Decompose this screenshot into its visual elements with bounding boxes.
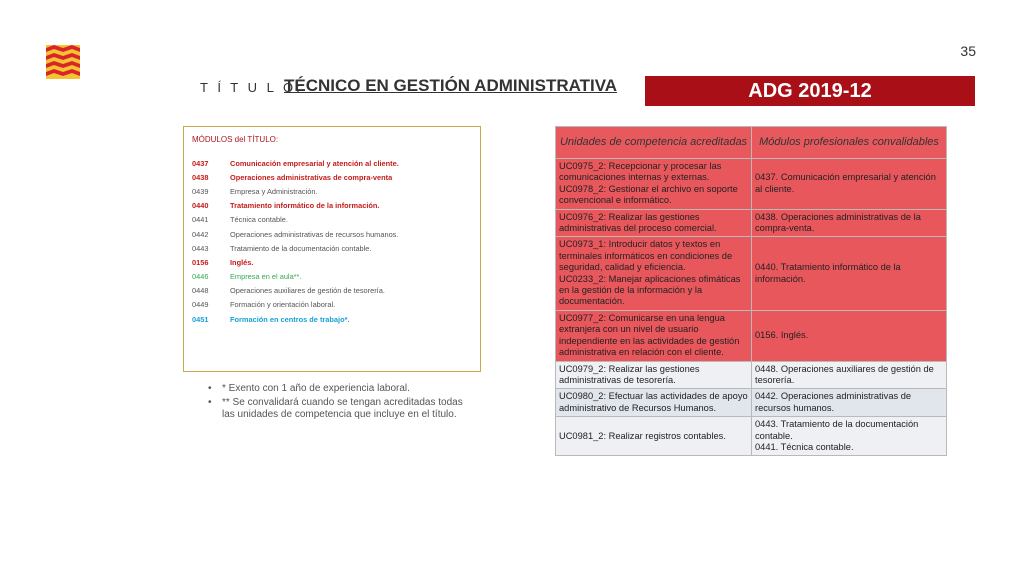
- notes-list: [208, 383, 468, 423]
- module-code: 0441: [192, 215, 209, 225]
- modules-box: [183, 126, 481, 372]
- module-item: [192, 270, 472, 284]
- table-row: [556, 389, 947, 417]
- module-code: 0156: [192, 257, 209, 267]
- title-label: T Í T U L O:: [200, 80, 303, 95]
- units-cell: UC0973_1: Introducir datos y textos en terminales informáticos en condiciones de seguridad, calidad y eficiencia. UC0233_2: Manejar aplicaciones ofimáticas en la gestión de la información y la documentación.: [556, 237, 752, 310]
- module-name: Empresa en el aula**.: [230, 272, 302, 282]
- module-item: [192, 227, 472, 241]
- module-code: 0439: [192, 186, 209, 196]
- module-item: [192, 199, 472, 213]
- header-modules: Módulos profesionales convalidables: [752, 127, 947, 159]
- module-name: Formación en centros de trabajo*.: [230, 314, 350, 324]
- module-name: Operaciones administrativas de compra-venta: [230, 172, 393, 182]
- module-item: [192, 241, 472, 255]
- module-item: [192, 156, 472, 170]
- note-item: • ** Se convalidará cuando se tengan acreditadas todas las unidades de competencia que incluye en el título.: [208, 397, 468, 422]
- table-row: [556, 310, 947, 361]
- note-text: * Exento con 1 año de experiencia laboral.: [222, 383, 410, 394]
- module-code: 0438: [192, 172, 209, 182]
- module-name: Operaciones administrativas de recursos humanos.: [230, 229, 399, 239]
- units-cell: UC0977_2: Comunicarse en una lengua extranjera con un nivel de usuario independiente en las actividades de gestión administrativa en relación con el cliente.: [556, 310, 752, 361]
- modules-cell: 0443. Tratamiento de la documentación contable. 0441. Técnica contable.: [752, 417, 947, 456]
- module-item: [192, 170, 472, 184]
- module-code: 0443: [192, 243, 209, 253]
- module-name: Técnica contable.: [230, 215, 288, 225]
- table-row: [556, 237, 947, 310]
- table-header-row: [556, 127, 947, 159]
- module-name: Operaciones auxiliares de gestión de tesorería.: [230, 286, 385, 296]
- module-name: Empresa y Administración.: [230, 186, 318, 196]
- table-row: [556, 361, 947, 389]
- module-name: Comunicación empresarial y atención al cliente.: [230, 158, 399, 168]
- module-item: [192, 284, 472, 298]
- module-item: [192, 312, 472, 326]
- modules-list: [192, 156, 472, 326]
- qualification-code: ADG 2019-12: [748, 79, 872, 102]
- module-code: 0449: [192, 300, 209, 310]
- module-item: [192, 213, 472, 227]
- modules-cell: 0440. Tratamiento informático de la información.: [752, 237, 947, 310]
- module-name: Formación y orientación laboral.: [230, 300, 336, 310]
- modules-cell: 0156. Inglés.: [752, 310, 947, 361]
- module-code: 0442: [192, 229, 209, 239]
- note-text: ** Se convalidará cuando se tengan acreditadas todas las unidades de competencia que incluye en el título.: [222, 396, 463, 420]
- header-units: Unidades de competencia acreditadas: [556, 127, 752, 159]
- module-name: Tratamiento informático de la información.: [230, 201, 380, 211]
- module-item: [192, 255, 472, 269]
- module-item: [192, 184, 472, 198]
- module-name: Inglés.: [230, 257, 254, 267]
- table-row: [556, 209, 947, 237]
- units-cell: UC0979_2: Realizar las gestiones administrativas de tesorería.: [556, 361, 752, 389]
- note-item: • * Exento con 1 año de experiencia laboral.: [208, 383, 410, 394]
- units-cell: UC0980_2: Efectuar las actividades de apoyo administrativo de Recursos Humanos.: [556, 389, 752, 417]
- modules-cell: 0448. Operaciones auxiliares de gestión de tesorería.: [752, 361, 947, 389]
- qualification-code-banner: [645, 76, 975, 106]
- modules-cell: 0438. Operaciones administrativas de la compra-venta.: [752, 209, 947, 237]
- module-code: 0448: [192, 286, 209, 296]
- module-code: 0437: [192, 158, 209, 168]
- modules-heading: MÓDULOS del TÍTULO:: [192, 135, 279, 144]
- units-cell: UC0975_2: Recepcionar y procesar las comunicaciones internas y externas. UC0978_2: Gestionar el archivo en soporte convencional e informático.: [556, 159, 752, 210]
- page-title: TÉCNICO EN GESTIÓN ADMINISTRATIVA: [284, 76, 618, 95]
- units-cell: UC0976_2: Realizar las gestiones administrativas del proceso comercial.: [556, 209, 752, 237]
- modules-cell: 0442. Operaciones administrativas de recursos humanos.: [752, 389, 947, 417]
- page-number: 35: [960, 43, 976, 59]
- module-code: 0446: [192, 272, 209, 282]
- module-code: 0440: [192, 201, 209, 211]
- table-row: [556, 417, 947, 456]
- module-code: 0451: [192, 314, 209, 324]
- modules-cell: 0437. Comunicación empresarial y atención al cliente.: [752, 159, 947, 210]
- units-cell: UC0981_2: Realizar registros contables.: [556, 417, 752, 456]
- competency-table: [555, 126, 947, 456]
- aragon-logo-icon: [46, 45, 80, 79]
- module-item: [192, 298, 472, 312]
- table-row: [556, 159, 947, 210]
- module-name: Tratamiento de la documentación contable.: [230, 243, 372, 253]
